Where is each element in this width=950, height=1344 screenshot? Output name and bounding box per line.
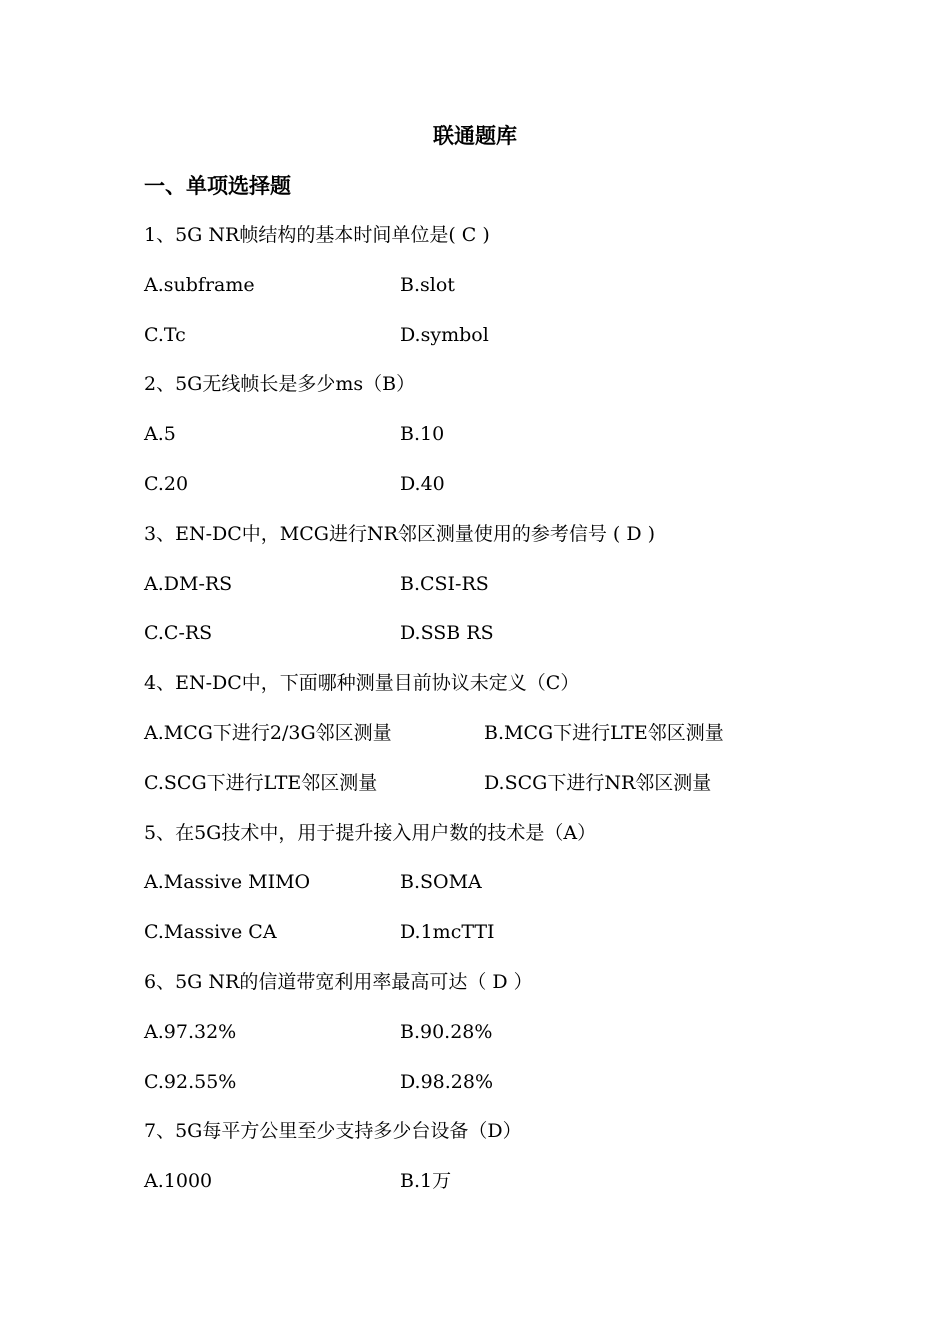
- question-3-option-c: C.C-RS: [144, 622, 213, 645]
- section-heading: 一、单项选择题: [144, 174, 291, 198]
- question-4-options-row-1: [144, 717, 844, 767]
- question-6-stem: 6、5G NR的信道带宽利用率最高可达（ D ）: [144, 970, 533, 993]
- question-7-option-b: B.1万: [400, 1170, 452, 1193]
- question-1-option-a: A.subframe: [144, 273, 255, 296]
- question-6-option-c: C.92.55%: [144, 1070, 237, 1093]
- question-6-options-row-2: [144, 1066, 844, 1116]
- question-3-stem: 3、EN-DC中，MCG进行NR邻区测量使用的参考信号 ( D ): [144, 522, 656, 545]
- question-6-option-b: B.90.28%: [400, 1020, 493, 1043]
- question-1-option-c: C.Tc: [144, 323, 186, 346]
- document-title: 联通题库: [433, 124, 517, 148]
- question-2-option-b: B.10: [400, 423, 445, 446]
- question-5-options-row-2: [144, 916, 844, 966]
- question-5-option-a: A.Massive MIMO: [144, 871, 311, 894]
- question-3-option-d: D.SSB RS: [400, 622, 494, 645]
- question-1-options-row-2: [144, 319, 844, 369]
- question-3-option-a: A.DM-RS: [144, 572, 233, 595]
- question-4-option-c: C.SCG下进行LTE邻区测量: [144, 771, 378, 794]
- question-3-option-b: B.CSI-RS: [400, 572, 489, 595]
- question-1-options-row-1: [144, 269, 844, 319]
- question-5-option-d: D.1mcTTI: [400, 921, 495, 944]
- question-2-option-d: D.40: [400, 472, 445, 495]
- question-7-stem: 7、5G每平方公里至少支持多少台设备（D）: [144, 1120, 522, 1143]
- question-5-option-b: B.SOMA: [400, 871, 482, 894]
- question-3-options-row-2: [144, 617, 844, 667]
- question-2-stem: 2、5G无线帧长是多少ms（B）: [144, 373, 416, 396]
- question-4-stem: 4、EN-DC中，下面哪种测量目前协议未定义（C）: [144, 672, 580, 695]
- question-2-option-c: C.20: [144, 472, 189, 495]
- question-2-options-row-1: [144, 418, 844, 468]
- question-6-options-row-1: [144, 1016, 844, 1066]
- question-7-options-row-1: [144, 1165, 844, 1215]
- question-6-option-d: D.98.28%: [400, 1070, 494, 1093]
- question-6-option-a: A.97.32%: [144, 1020, 237, 1043]
- question-4-option-a: A.MCG下进行2/3G邻区测量: [144, 721, 392, 744]
- question-list: [144, 219, 844, 1215]
- question-3-options-row-1: [144, 568, 844, 618]
- question-5-options-row-1: [144, 866, 844, 916]
- question-2-option-a: A.5: [144, 423, 176, 446]
- question-7-option-a: A.1000: [144, 1170, 213, 1193]
- question-1-option-b: B.slot: [400, 273, 455, 296]
- question-5-option-c: C.Massive CA: [144, 921, 277, 944]
- question-4-options-row-2: [144, 767, 844, 817]
- question-5-stem: 5、在5G技术中，用于提升接入用户数的技术是（A）: [144, 821, 597, 844]
- question-1-stem: 1、5G NR帧结构的基本时间单位是( C ): [144, 224, 490, 246]
- question-1-option-d: D.symbol: [400, 323, 489, 346]
- question-4-option-b: B.MCG下进行LTE邻区测量: [484, 721, 724, 744]
- question-2-options-row-2: [144, 468, 844, 518]
- question-4-option-d: D.SCG下进行NR邻区测量: [484, 771, 712, 794]
